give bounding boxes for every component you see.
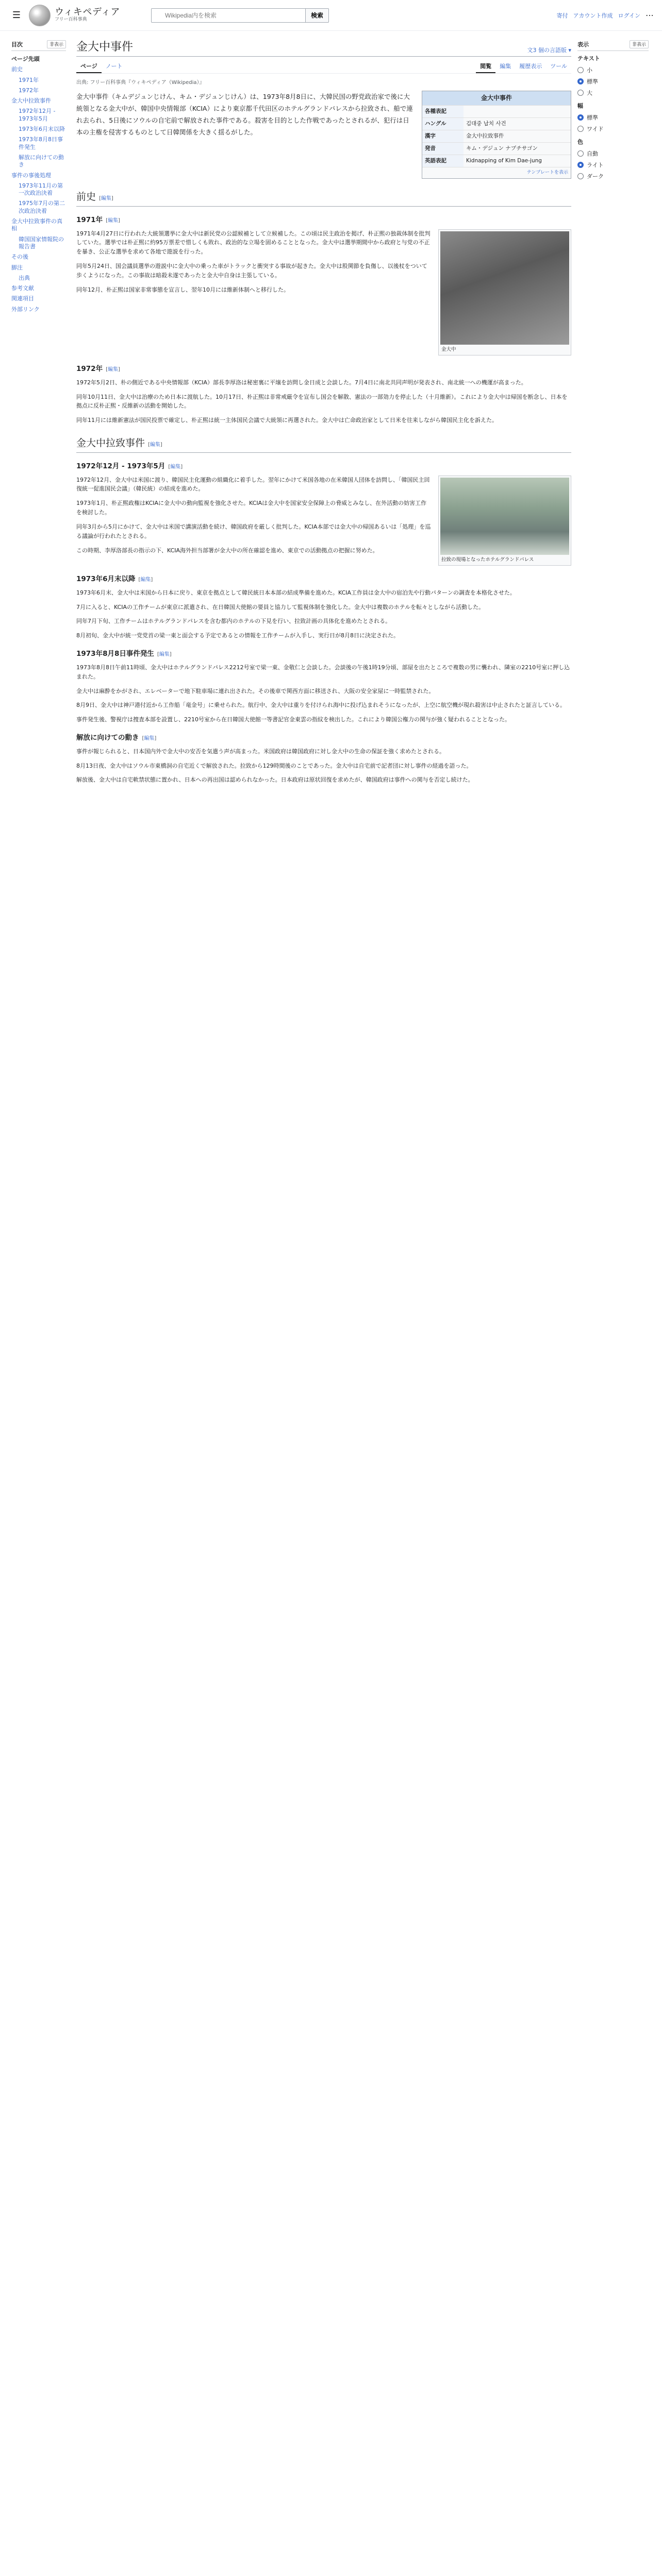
- hotel-photo[interactable]: [440, 478, 569, 555]
- tab-read[interactable]: 閲覧: [476, 60, 495, 73]
- text-size-standard[interactable]: 標準: [577, 76, 649, 87]
- paragraph: 1973年8月8日午前11時頃、金大中はホテルグランドパレス2212号室で梁一東、金敬仁と会談した。会談後の午後1時19分頃、部屋を出たところで複数の男に襲われ、隣室の2210号室に押し込まれた。: [76, 664, 570, 680]
- page-title: 金大中事件: [76, 41, 134, 54]
- text-size-small[interactable]: 小: [577, 64, 649, 76]
- tab-edit[interactable]: 編集: [500, 63, 511, 70]
- thumbnail-caption: 金大中: [441, 346, 456, 352]
- tab-tools[interactable]: ツール: [550, 63, 567, 70]
- toc-item[interactable]: 参考文献: [11, 285, 34, 292]
- color-dark[interactable]: ダーク: [577, 171, 649, 182]
- infobox-key: 漢字: [422, 130, 464, 142]
- wikipedia-globe-icon: [29, 5, 51, 26]
- thumbnail-caption: 拉致の現場となったホテルグランドパレス: [441, 556, 534, 563]
- page-tabs: [76, 60, 571, 74]
- subsection-heading: 1972年 [編集]: [76, 364, 120, 373]
- subsection-heading: 1973年8月8日事件発生 [編集]: [76, 650, 172, 658]
- paragraph: 7月に入ると、KCIAの工作チームが東京に派遣され、在日韓国大使館の要員と協力して監視体制を強化した。金大中は複数のホテルを転々としながら活動した。: [76, 603, 485, 611]
- toc-hide-button[interactable]: 非表示: [47, 40, 66, 48]
- appearance-panel: [571, 31, 654, 790]
- edit-link[interactable]: 編集: [140, 577, 151, 583]
- toc-item[interactable]: その後: [11, 253, 28, 261]
- toc-item[interactable]: 1973年11月の第一次政治決着: [19, 182, 63, 197]
- edit-link[interactable]: 編集: [107, 366, 118, 372]
- infobox-value: キム・デジュン ナプチサゴン: [466, 145, 538, 152]
- paragraph: 金大中は麻酔をかがされ、エレベーターで地下駐車場に連れ出された。その後車で関西方面に移送され、大阪の安全家屋に一時監禁された。: [76, 687, 435, 694]
- appearance-hide-button[interactable]: 非表示: [630, 40, 649, 48]
- thumbnail-figure: [438, 476, 571, 566]
- tab-page[interactable]: ページ: [76, 60, 102, 73]
- toc-item[interactable]: 解放に向けての動き: [19, 154, 64, 168]
- portrait-photo[interactable]: [440, 231, 569, 345]
- more-menu-icon[interactable]: ⋯: [646, 10, 654, 20]
- infobox-value: 김대중 납치 사건: [466, 121, 506, 127]
- toc-item[interactable]: 事件の事後処理: [11, 172, 51, 179]
- subsection-heading: 1973年6月末以降 [編集]: [76, 574, 153, 583]
- edit-link[interactable]: 編集: [107, 217, 118, 224]
- width-standard[interactable]: 標準: [577, 112, 649, 123]
- paragraph: 解放後、金大中は自宅軟禁状態に置かれ、日本への再出国は認められなかった。日本政府は原状回復を求めたが、韓国政府は事件への関与を否定し続けた。: [76, 776, 474, 784]
- page-source-note: 出典: フリー百科事典『ウィキペディア（Wikipedia）』: [76, 80, 205, 86]
- toc-item[interactable]: 1971年: [19, 76, 39, 83]
- logo-subtitle: フリー百科事典: [55, 17, 87, 23]
- search-bar: [151, 8, 329, 23]
- infobox-key: 英語表記: [422, 155, 464, 167]
- section-heading: 金大中拉致事件 [編集]: [76, 435, 571, 453]
- main-content: [71, 31, 571, 790]
- infobox-value: 金大中拉致事件: [466, 133, 504, 140]
- intro-paragraph: 金大中事件（キムデジュンじけん、キム・デジュンじけん）は、1973年8月8日に、大韓民国の野党政治家で後に大統領となる金大中が、韓国中央情報部（KCIA）により東京都千代田区のホテルグランドパレスから拉致され、船で連れ去られ、5日後にソウルの自宅前で解放された事件である。殺害を目的とした作戦であったとされるが、犯行は日本の主権を侵害するものとして日韓関係を大きく揺るがした。: [76, 93, 413, 137]
- paragraph: 事件発生後、警視庁は捜査本部を設置し、2210号室から在日韓国大使館一等書記官金東雲の指紋を検出した。これにより韓国公権力の関与が強く疑われることとなった。: [76, 716, 510, 723]
- toc-item[interactable]: 1975年7月の第二次政治決着: [19, 200, 65, 214]
- donate-link[interactable]: 寄付: [556, 12, 568, 19]
- table-of-contents: [0, 31, 71, 790]
- infobox-value: [464, 106, 571, 117]
- paragraph: 8月初旬、金大中が統一党党首の梁一東と面会する予定であるとの情報を工作チームが入手し、実行日が8月8日に決定された。: [76, 632, 399, 639]
- appearance-title: 表示: [577, 41, 589, 48]
- edit-link[interactable]: 編集: [170, 464, 181, 470]
- paragraph: 同年11月には維新憲法が国民投票で確定し、朴正煕は統一主体国民会議で大統領に再選された。金大中は亡命政治家として日米を往来しながら韓国民主化を訴えた。: [76, 417, 498, 424]
- tab-history[interactable]: 履歴表示: [519, 63, 542, 70]
- site-header: [0, 0, 662, 31]
- toc-item[interactable]: 1972年: [19, 87, 39, 94]
- paragraph: 同年12月、朴正煕は国家非常事態を宣言し、翌年10月には維新体制へと移行した。: [76, 286, 289, 293]
- paragraph: この時期、李厚洛部長の指示の下、KCIA海外担当部署が金大中の所在確認を進め、東京での活動拠点の把握に努めた。: [76, 547, 378, 554]
- edit-link[interactable]: 編集: [101, 196, 111, 202]
- text-size-label: テキスト: [577, 55, 600, 62]
- toc-item[interactable]: 外部リンク: [11, 306, 40, 313]
- infobox-template-link[interactable]: テンプレートを表示: [422, 167, 571, 178]
- toc-item[interactable]: 金大中拉致事件: [11, 97, 51, 105]
- paragraph: 1973年6月末、金大中は米国から日本に戻り、東京を拠点として韓民統日本本部の結成準備を進めた。KCIA工作員は金大中の宿泊先や行動パターンの調査を本格化させた。: [76, 589, 516, 596]
- color-light[interactable]: ライト: [577, 159, 649, 171]
- toc-item[interactable]: 韓国国家情報院の報告書: [19, 235, 64, 250]
- color-auto[interactable]: 自動: [577, 148, 649, 159]
- infobox-value: Kidnapping of Kim Dae-jung: [466, 158, 542, 164]
- paragraph: 8月13日夜、金大中はソウル市東橋洞の自宅近くで解放された。拉致から129時間後のことであった。金大中は自宅前で記者団に対し事件の経過を語った。: [76, 762, 472, 769]
- paragraph: 1972年5月2日、朴の側近である中央情報部（KCIA）部長李厚洛は秘密裏に平壌を訪問し金日成と会談した。7月4日に南北共同声明が発表され、南北統一への機運が高まった。: [76, 379, 527, 386]
- edit-link[interactable]: 編集: [150, 442, 160, 448]
- infobox-key: 各種表記: [422, 106, 464, 117]
- infobox-key: 発音: [422, 143, 464, 155]
- toc-item[interactable]: 1973年6月末以降: [19, 126, 65, 133]
- section-heading: 前史 [編集]: [76, 189, 571, 207]
- edit-link[interactable]: 編集: [144, 736, 155, 741]
- paragraph: 同年5月24日、国会議員選挙の遊説中に金大中の乗った車がトラックと衝突する事故が起きた。金大中は股関節を負傷し、以後杖をついて歩くようになった。この事故は暗殺未遂であったと金大中自身は主張している。: [76, 263, 427, 279]
- toc-item[interactable]: 前史: [11, 66, 23, 73]
- search-input[interactable]: [151, 8, 306, 23]
- site-logo[interactable]: [29, 5, 120, 26]
- paragraph: 1971年4月27日に行われた大統領選挙に金大中は新民党の公認候補として立候補した。この頃は民主政治を掲げ、朴正煕の独裁体制を批判していた。選挙では朴正煕に約95万票差で惜しくも敗れ、政治的な立場を固めることとなった。金大中は選挙期間中から政府と与党の不正を暴き、公正な選挙を求めて各地で遊説を行った。: [76, 230, 431, 256]
- text-size-large[interactable]: 大: [577, 87, 649, 98]
- width-wide[interactable]: ワイド: [577, 123, 649, 134]
- language-button[interactable]: 文3 個の言語版 ▾: [527, 47, 571, 54]
- toc-item[interactable]: 金大中拉致事件の真相: [11, 218, 62, 232]
- paragraph: 事件が報じられると、日本国内外で金大中の安否を気遣う声が高まった。米国政府は韓国政府に対し金大中の生命の保証を強く求めたとされる。: [76, 748, 445, 755]
- paragraph: 同年7月下旬、工作チームはホテルグランドパレスを含む都内のホテルの下見を行い、拉致計画の具体化を進めたとされる。: [76, 618, 391, 625]
- login-link[interactable]: ログイン: [618, 12, 640, 19]
- user-links: [557, 10, 654, 20]
- paragraph: 同年10月11日、金大中は治療のため日本に渡航した。10月17日、朴正煕は非常戒厳令を宣布し国会を解散、憲法の一部効力を停止した（十月維新）。これにより金大中は帰国を断念し、日本を拠点に反朴正煕・反維新の活動を開始した。: [76, 393, 568, 410]
- logo-title: ウィキペディア: [55, 7, 120, 18]
- paragraph: 8月9日、金大中は神戸港付近から工作船「竜金号」に乗せられた。航行中、金大中は重りを付けられ海中に投げ込まれそうになったが、上空に航空機が現れ殺害は中止されたと証言している。: [76, 702, 566, 709]
- color-label: 色: [577, 139, 583, 145]
- toc-title: 目次: [11, 41, 23, 48]
- subsection-heading: 1972年12月 - 1973年5月 [編集]: [76, 462, 183, 470]
- create-account-link[interactable]: アカウント作成: [573, 12, 613, 19]
- tab-talk[interactable]: ノート: [105, 63, 123, 70]
- infobox-title: 金大中事件: [422, 91, 571, 105]
- paragraph: 1972年12月、金大中は米国に渡り、韓国民主化運動の組織化に着手した。翌年にかけて米国各地の在米韓国人団体を訪問し、「韓国民主回復統一促進国民会議」（韓民統）の結成を進めた。: [76, 476, 430, 493]
- toc-item[interactable]: 1973年8月8日事件発生: [19, 136, 63, 150]
- toc-item[interactable]: 脚注: [11, 264, 23, 271]
- subsection-heading: 1971年 [編集]: [76, 215, 120, 224]
- paragraph: 同年3月から5月にかけて、金大中は米国で講演活動を続け、韓国政府を厳しく批判した。KCIA本部では金大中の帰国あるいは「処理」を巡る議論が行われたとされる。: [76, 523, 431, 539]
- toc-item[interactable]: 関連項目: [11, 295, 34, 302]
- infobox-key: ハングル: [422, 118, 464, 130]
- edit-link[interactable]: 編集: [159, 652, 170, 658]
- infobox: [422, 91, 571, 179]
- toc-item[interactable]: 1972年12月 - 1973年5月: [19, 108, 56, 122]
- thumbnail-figure: [438, 229, 571, 355]
- toc-item[interactable]: 出典: [19, 274, 30, 281]
- subsection-heading: 解放に向けての動き [編集]: [76, 734, 157, 742]
- toc-item-top[interactable]: ページ先頭: [11, 56, 40, 62]
- main-menu-icon[interactable]: ☰: [12, 10, 21, 21]
- paragraph: 1973年1月、朴正煕政権はKCIAに金大中の動向監視を強化させた。KCIAは金大中を国家安全保障上の脅威とみなし、在外活動の妨害工作を検討した。: [76, 500, 427, 516]
- width-label: 幅: [577, 103, 583, 109]
- search-button[interactable]: 検索: [306, 8, 329, 23]
